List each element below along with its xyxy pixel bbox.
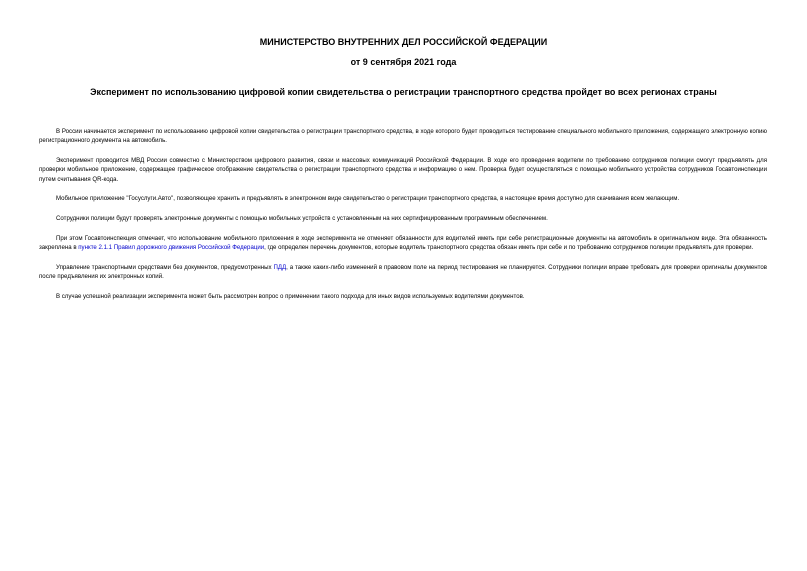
paragraph-outlook: В случае успешной реализации эксперимента может быть рассмотрен вопрос о применении такого подхода для иных видов используемых водителями документов.: [56, 292, 525, 300]
paragraph-app: Мобильное приложение "Госуслуги.Авто", позволяющее хранить и предъявлять в электронном виде свидетельство о регистрации транспортного средства, в настоящее время доступно для скачивания всем желающим.: [56, 195, 680, 203]
document-body: [39, 127, 767, 311]
paragraph-management: [39, 263, 767, 282]
paragraph-conduct: Эксперимент проводится МВД России совместно с Министерством цифрового развития, связи и массовых коммуникаций Российской Федерации. В ходе его проведения водители по требованию сотрудников полиции смогут предъявлять для проверки мобильное приложение, содержащее графическое отображение свидетельства о регистрации транспортного средства и информацию о нем. Проверка будет осуществляться с помощью мобильного устройства сотрудников Госавтоинспекции путем считывания QR-кода.: [39, 157, 767, 183]
paragraph-management-text-before: Управление транспортными средствами без документов, предусмотренных: [56, 263, 274, 271]
paragraph-launch: В России начинается эксперимент по использованию цифровой копии свидетельства о регистрации транспортного средства, в ходе которого будет проводиться тестирование специального мобильного приложения, содержащего электронную копию регистрационного документа на автомобиль.: [39, 128, 767, 145]
paragraph-management-text-after: , а также каких-либо изменений в правовом поле на период тестирования не планируется. Сотрудники полиции вправе требовать для проверки оригиналы документов после предъявления их электронных копий.: [39, 263, 768, 280]
document-headline: Эксперимент по использованию цифровой копии свидетельства о регистрации транспортного средства пройдет во всех регионах страны: [90, 87, 717, 97]
paragraph-obligation-text-after: , где определен перечень документов, которые водитель транспортного средства обязан иметь при себе и по требованию сотрудников полиции предъявлять для проверки.: [264, 244, 754, 251]
pdd-link[interactable]: ПДД: [273, 263, 287, 271]
document-date: от 9 сентября 2021 года: [350, 57, 457, 67]
paragraph-obligation-text-before: При этом Госавтоинспекция отмечает, что использование мобильного приложения в ходе эксперимента не отменяет обязанности для водителей иметь при себе регистрационные документы на автомобиль в оригинальном виде. Эта обязанность закреплена в: [39, 234, 767, 251]
paragraph-obligation: [39, 234, 767, 253]
traffic-rules-link[interactable]: пункте 2.1.1 Правил дорожного движения Российской Федерации: [78, 244, 265, 251]
paragraph-verification: Сотрудники полиции будут проверять электронные документы с помощью мобильных устройств с установленным на них сертифицированным программным обеспечением.: [56, 215, 548, 222]
ministry-title: МИНИСТЕРСТВО ВНУТРЕННИХ ДЕЛ РОССИЙСКОЙ ФЕДЕРАЦИИ: [259, 37, 548, 47]
